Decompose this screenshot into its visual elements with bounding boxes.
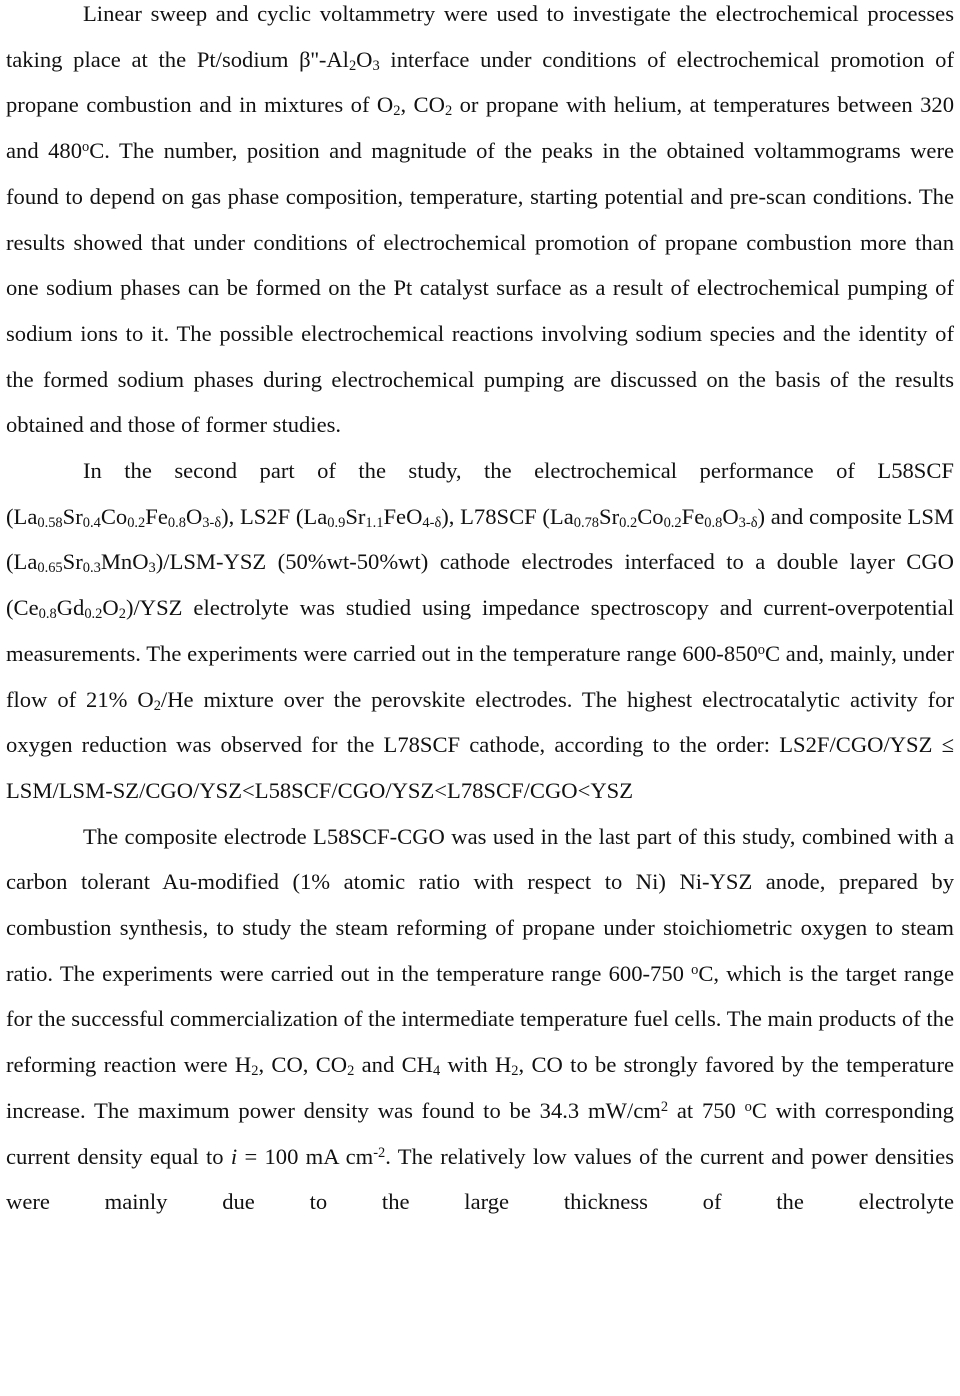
subscript-run: 1.1 <box>365 514 384 531</box>
subscript-run: 2 <box>251 1063 259 1080</box>
subscript-run: 2 <box>347 1063 355 1080</box>
subscript-run: 2 <box>393 103 401 120</box>
text-run: Co <box>637 503 664 529</box>
text-run: )/LSM-YSZ (50%wt-50%wt) cathode electrodes interfaced to a double layer CGO (Ce <box>6 549 954 621</box>
paragraph-cathode-performance <box>6 448 954 814</box>
subscript-run: 2 <box>511 1063 519 1080</box>
subscript-run: 0.8 <box>704 514 723 531</box>
subscript-run: 3-δ <box>738 514 758 531</box>
subscript-run: 2 <box>348 57 357 74</box>
text-run: O <box>102 595 119 621</box>
subscript-run: 0.65 <box>37 560 63 577</box>
text-run: O <box>722 503 739 529</box>
subscript-run: 3 <box>372 57 380 74</box>
italic-run: i <box>230 1143 238 1169</box>
text-run: , CO, CO <box>258 1052 348 1078</box>
subscript-run: 2 <box>153 697 161 714</box>
text-run: ), L78SCF (La <box>441 503 574 529</box>
subscript-run: 0.8 <box>167 514 186 531</box>
text-run: Fe <box>681 503 705 529</box>
supscript-run: o <box>744 1098 752 1115</box>
text-run: with H <box>440 1052 512 1078</box>
text-run: FeO <box>383 503 423 529</box>
subscript-run: 3-δ <box>202 514 222 531</box>
text-run: Sr <box>62 503 83 529</box>
text-run: Sr <box>62 549 83 575</box>
text-run: Linear sweep and cyclic voltammetry were used to investigate the electrochemical processes taking place at the Pt/sodium β''-Al <box>6 1 954 72</box>
supscript-run: o <box>691 961 699 978</box>
subscript-run: 2 <box>444 103 453 120</box>
subscript-run: 4-δ <box>422 514 442 531</box>
paragraph-voltammetry <box>6 0 954 448</box>
paragraph-steam-reforming <box>6 814 954 1225</box>
text-run: interface under conditions of electrochemical promotion of propane combustion and in mixtures of O <box>6 46 954 118</box>
subscript-run: 0.8 <box>38 606 57 623</box>
subscript-run: 2 <box>118 606 126 623</box>
supscript-run: o <box>82 138 90 155</box>
text-run: O <box>185 503 203 529</box>
text-run: The composite electrode L58SCF-CGO was used in the last part of this study, combined with a carbon tolerant Au-modified (1% atomic ratio with respect to Ni) Ni-YSZ anode, prepared by combustion synthesis, to study the steam reforming of propane under stoichiometric oxygen to steam ratio. The experiments were carried out in the temperature range 600-750 <box>6 823 954 986</box>
subscript-run: 4 <box>432 1063 441 1080</box>
text-run: Gd <box>56 595 85 621</box>
text-run: C. The number, position and magnitude of the peaks in the obtained voltammograms were found to depend on gas phase composition, temperature, starting potential and pre-scan conditions. The results showed that under conditions of electrochemical promotion of propane combustion more than one sodium phases can be formed on the Pt catalyst surface as a result of electrochemical pumping of sodium ions to it. The possible electrochemical reactions involving sodium species and the identity of the formed sodium phases during electrochemical pumping are discussed on the basis of the results obtained and those of former studies. <box>6 138 954 438</box>
text-run: O <box>356 46 373 72</box>
text-run: , CO <box>400 92 445 118</box>
text-run: = 100 mA cm <box>237 1143 374 1169</box>
subscript-run: 3 <box>148 560 156 577</box>
text-run: or propane with helium, at temperatures between 320 and 480 <box>6 92 954 164</box>
text-run: /He mixture over the perovskite electrodes. The highest electrocatalytic activity for oxygen reduction was observed for the L78SCF cathode, according to the order: LS2F/CGO/YSZ ≤ LSM/LSM-SZ/CGO/YSZ<L58SCF/CGO/YSZ<L78SCF/CGO<YSZ <box>6 686 954 803</box>
text-run: at 750 <box>668 1097 745 1123</box>
subscript-run: 0.4 <box>82 514 101 531</box>
subscript-run: 0.2 <box>84 606 103 623</box>
text-run: . The relatively low values of the current and power densities were mainly due to the large thickness of the electrolyte <box>6 1143 955 1215</box>
text-run: C, which is the target range for the successful commercialization of the intermediate temperature fuel cells. The main products of the reforming reaction were H <box>6 960 954 1078</box>
supscript-run: o <box>757 641 765 658</box>
text-run: MnO <box>100 549 149 575</box>
supscript-run: -2 <box>373 1144 386 1161</box>
text-run: ), LS2F (La <box>221 503 328 529</box>
text-run: Co <box>100 503 128 529</box>
text-run: and CH <box>354 1052 433 1078</box>
supscript-run: 2 <box>660 1098 669 1115</box>
subscript-run: 0.2 <box>127 514 146 531</box>
subscript-run: 0.78 <box>573 514 600 531</box>
text-run: Sr <box>345 503 366 529</box>
text-run: , CO to be strongly favored by the temperature increase. The maximum power density was found to be 34.3 mW/cm <box>6 1052 954 1123</box>
text-run: ) and composite LSM (La <box>6 503 954 575</box>
subscript-run: 0.58 <box>37 514 63 531</box>
subscript-run: 0.9 <box>327 514 346 531</box>
subscript-run: 0.2 <box>663 514 682 531</box>
text-run: C with corresponding current density equal to <box>6 1097 954 1169</box>
text-run: In the second part of the study, the electrochemical performance of L58SCF (La <box>6 458 954 529</box>
subscript-run: 0.2 <box>619 514 638 531</box>
text-run: Sr <box>599 503 620 529</box>
text-run: Fe <box>145 503 168 529</box>
text-run: C and, mainly, under flow of 21% O <box>6 640 954 712</box>
subscript-run: 0.3 <box>82 560 101 577</box>
text-run: )/YSZ electrolyte was studied using impedance spectroscopy and current-overpotential measurements. The experiments were carried out in the temperature range 600-850 <box>6 595 954 666</box>
